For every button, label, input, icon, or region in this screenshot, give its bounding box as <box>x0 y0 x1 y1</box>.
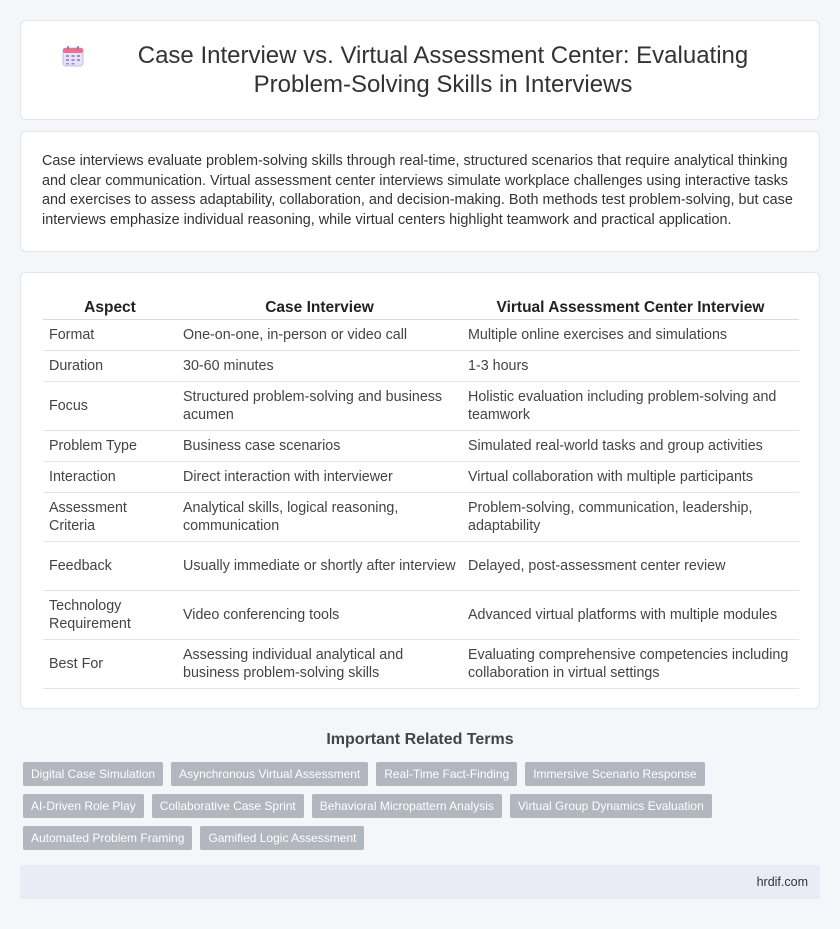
table-row <box>43 493 799 542</box>
table-row <box>43 462 799 493</box>
row-aspect: Focus <box>43 382 177 431</box>
row-case-interview: Assessing individual analytical and business problem-solving skills <box>177 640 462 689</box>
related-term-tag[interactable]: Asynchronous Virtual Assessment <box>171 762 368 786</box>
related-term-tag[interactable]: Immersive Scenario Response <box>525 762 704 786</box>
row-aspect: Best For <box>43 640 177 689</box>
row-case-interview: Structured problem-solving and business acumen <box>177 382 462 431</box>
row-virtual-assessment: Evaluating comprehensive competencies including collaboration in virtual settings <box>462 640 799 689</box>
related-term-tag[interactable]: Automated Problem Framing <box>23 826 192 850</box>
row-virtual-assessment: 1-3 hours <box>462 351 799 382</box>
header-virtual-assessment: Virtual Assessment Center Interview <box>462 293 799 320</box>
table-row <box>43 351 799 382</box>
row-aspect: Assessment Criteria <box>43 493 177 542</box>
title-card <box>20 20 820 120</box>
related-term-tag[interactable]: Digital Case Simulation <box>23 762 163 786</box>
table-row <box>43 382 799 431</box>
related-terms-list <box>23 762 813 850</box>
table-row <box>43 640 799 689</box>
table-row <box>43 542 799 591</box>
footer-site-link[interactable]: hrdif.com <box>756 875 808 889</box>
row-case-interview: Analytical skills, logical reasoning, communication <box>177 493 462 542</box>
table-row <box>43 320 799 351</box>
row-virtual-assessment: Virtual collaboration with multiple participants <box>462 462 799 493</box>
row-aspect: Duration <box>43 351 177 382</box>
header-aspect: Aspect <box>43 293 177 320</box>
comparison-table <box>43 293 799 689</box>
related-term-tag[interactable]: AI-Driven Role Play <box>23 794 144 818</box>
related-term-tag[interactable]: Behavioral Micropattern Analysis <box>312 794 502 818</box>
intro-card <box>20 131 820 252</box>
row-case-interview: 30-60 minutes <box>177 351 462 382</box>
row-virtual-assessment: Multiple online exercises and simulations <box>462 320 799 351</box>
related-term-tag[interactable]: Gamified Logic Assessment <box>200 826 364 850</box>
table-row <box>43 431 799 462</box>
intro-paragraph: Case interviews evaluate problem-solving skills through real-time, structured scenarios that require analytical thinking and clear communication. Virtual assessment center interviews simulate workplace challenges using interactive tasks and exercises to assess adaptability, collaboration, and decision-making. Both methods test problem-solving, but case interviews emphasize individual reasoning, while virtual centers highlight teamwork and practical application. <box>42 153 793 228</box>
row-virtual-assessment: Problem-solving, communication, leadership, adaptability <box>462 493 799 542</box>
row-case-interview: Video conferencing tools <box>177 591 462 640</box>
footer <box>20 865 820 899</box>
row-virtual-assessment: Advanced virtual platforms with multiple modules <box>462 591 799 640</box>
related-term-tag[interactable]: Collaborative Case Sprint <box>152 794 304 818</box>
row-aspect: Interaction <box>43 462 177 493</box>
page-title: Case Interview vs. Virtual Assessment Center: Evaluating Problem-Solving Skills in Interviews <box>137 42 749 98</box>
row-aspect: Technology Requirement <box>43 591 177 640</box>
row-case-interview: Business case scenarios <box>177 431 462 462</box>
calendar-icon <box>61 44 85 68</box>
table-row <box>43 591 799 640</box>
row-aspect: Problem Type <box>43 431 177 462</box>
row-virtual-assessment: Holistic evaluation including problem-solving and teamwork <box>462 382 799 431</box>
header-case-interview: Case Interview <box>177 293 462 320</box>
comparison-table-card <box>20 272 820 709</box>
row-case-interview: One-on-one, in-person or video call <box>177 320 462 351</box>
row-virtual-assessment: Delayed, post-assessment center review <box>462 542 799 591</box>
row-virtual-assessment: Simulated real-world tasks and group activities <box>462 431 799 462</box>
related-term-tag[interactable]: Virtual Group Dynamics Evaluation <box>510 794 712 818</box>
table-header-row <box>43 293 799 320</box>
related-term-tag[interactable]: Real-Time Fact-Finding <box>376 762 517 786</box>
row-case-interview: Usually immediate or shortly after interview <box>177 542 462 591</box>
row-case-interview: Direct interaction with interviewer <box>177 462 462 493</box>
row-aspect: Feedback <box>43 542 177 591</box>
row-aspect: Format <box>43 320 177 351</box>
related-terms-heading: Important Related Terms <box>326 731 514 748</box>
